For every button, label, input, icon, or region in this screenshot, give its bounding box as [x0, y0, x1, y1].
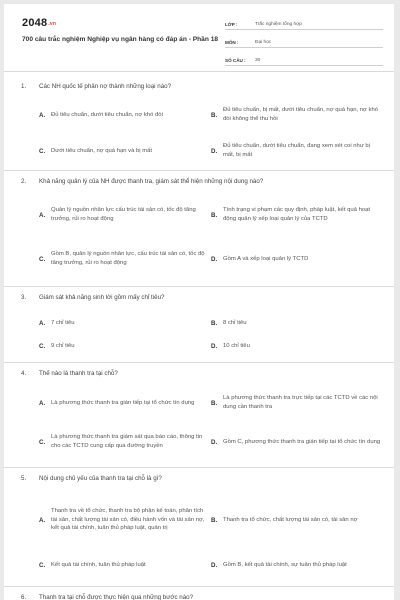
document-header [4, 4, 394, 72]
option-text: Thanh tra tổ chức, chất lượng tài sản có, tài sản nợ [223, 516, 358, 523]
option-text: Là phương thức thanh tra trực tiếp tại các TCTD về các nội dung cần thanh tra [223, 395, 378, 410]
question-number: 5. [21, 475, 27, 482]
question-4-option-c[interactable] [39, 424, 209, 460]
meta-row-count [225, 52, 383, 66]
question-5-option-b[interactable] [211, 494, 381, 546]
option-text: 10 chỉ tiêu [223, 342, 250, 349]
option-text: 8 chỉ tiêu [223, 319, 247, 326]
option-letter: B. [211, 516, 218, 524]
question-2-option-d[interactable] [211, 242, 381, 276]
option-text: Tình trạng vi phạm các quy định, pháp luật, kết quả hoạt động quản lý xếp loại quản lý của TCTD [223, 207, 371, 222]
question-3-option-a[interactable] [39, 316, 209, 330]
document-page [4, 4, 394, 600]
option-text: Thanh tra về tổ chức, thanh tra bộ phận kế toán, phân tích tài sản, chất lượng tài sản có, điều hành vốn và tài sản nợ, kết quả tài chính, tuân thủ pháp luật, quản trị [51, 508, 205, 532]
question-text: Khả năng quản lý của NH được thanh tra, giám sát thể hiện những nội dung nào? [39, 178, 264, 185]
option-letter: B. [211, 211, 218, 219]
option-letter: D. [211, 147, 218, 155]
option-text: Quản lý nguồn nhân lực cấu trúc tài sản có, tốc độ tăng trưởng, rủi ro hoạt động [51, 207, 196, 222]
option-text: Dưới tiêu chuẩn, nợ quá hạn và bị mất [51, 147, 153, 154]
option-letter: A. [39, 399, 46, 407]
option-letter: C. [39, 561, 46, 569]
question-1-option-c[interactable] [39, 138, 209, 164]
meta-row-subject [225, 34, 383, 48]
meta-value: 30 [255, 58, 261, 63]
question-divider [4, 362, 394, 363]
question-5-option-c[interactable] [39, 554, 209, 576]
question-text: Thanh tra tại chỗ được thực hiện qua những bước nào? [39, 594, 194, 600]
question-3-option-d[interactable] [211, 339, 381, 353]
option-letter: C. [39, 342, 46, 350]
question-4-option-b[interactable] [211, 388, 381, 418]
question-text: Các NH quốc tế phân nợ thành những loại nào? [39, 83, 172, 90]
option-text: Đủ tiêu chuẩn, bị mất, dưới tiêu chuẩn, nợ quá hạn, nợ khó đòi không thể thu hồi [223, 107, 379, 122]
question-5-option-d[interactable] [211, 554, 381, 576]
option-letter: A. [39, 516, 46, 524]
option-letter: B. [211, 399, 218, 407]
question-number: 4. [21, 370, 27, 377]
site-logo[interactable] [22, 17, 56, 29]
meta-label: SỐ CÂU : [225, 58, 246, 63]
option-letter: D. [211, 342, 218, 350]
question-6-heading [21, 594, 193, 600]
question-3-option-b[interactable] [211, 316, 381, 330]
meta-table [225, 16, 383, 70]
option-text: Gồm B, kết quả tài chính, sự tuân thủ pháp luật [223, 561, 347, 568]
question-text: Nội dung chủ yếu của thanh tra tại chỗ là gì? [39, 475, 162, 482]
option-text: Gồm B, quản lý nguồn nhân lực, cấu trúc tài sản có, tốc độ tăng trưởng, rủi ro hoạt động [51, 251, 205, 266]
question-2-option-c[interactable] [39, 242, 209, 276]
option-letter: D. [211, 438, 218, 446]
option-letter: C. [39, 438, 46, 446]
question-1-option-b[interactable] [211, 102, 381, 128]
question-1-option-d[interactable] [211, 138, 381, 164]
question-4-heading [21, 370, 118, 378]
question-2-heading [21, 178, 263, 186]
option-text: Đủ tiêu chuẩn, dưới tiêu chuẩn, nợ khó đòi [51, 111, 163, 118]
option-letter: B. [211, 111, 218, 119]
question-divider [4, 286, 394, 287]
logo-main-text: 2048 [22, 17, 48, 29]
question-1-option-a[interactable] [39, 102, 209, 128]
question-4-option-a[interactable] [39, 388, 209, 418]
question-2-option-a[interactable] [39, 198, 209, 232]
meta-label: MÔN : [225, 40, 239, 45]
meta-row-class [225, 16, 383, 30]
question-divider [4, 467, 394, 468]
question-number: 2. [21, 178, 27, 185]
question-5-option-a[interactable] [39, 494, 209, 546]
logo-suffix-text: .vn [48, 21, 57, 27]
option-letter: A. [39, 111, 46, 119]
question-number: 1. [21, 83, 27, 90]
question-3-heading [21, 294, 164, 302]
option-text: 7 chỉ tiêu [51, 319, 75, 326]
meta-value: Đại học [255, 40, 272, 45]
question-1-heading [21, 83, 171, 91]
option-text: 9 chỉ tiêu [51, 342, 75, 349]
question-divider [4, 586, 394, 587]
option-text: Là phương thức thanh tra giám sát qua báo cáo, thông tin cho các TCTD cung cấp qua đường truyền [51, 434, 203, 449]
question-3-option-c[interactable] [39, 339, 209, 353]
option-letter: A. [39, 319, 46, 327]
option-text: Gồm C, phương thức thanh tra gián tiếp tại tổ chức tín dụng [223, 438, 381, 445]
option-text: Gồm A và xếp loại quản lý TCTD [223, 255, 309, 262]
option-letter: D. [211, 561, 218, 569]
question-text: Giám sát khả năng sinh lời gồm mấy chỉ tiêu? [39, 294, 165, 301]
option-text: Kết quả tài chính, tuân thủ pháp luật [51, 561, 146, 568]
question-text: Thế nào là thanh tra tại chỗ? [39, 370, 118, 377]
option-text: Đủ tiêu chuẩn, dưới tiêu chuẩn, đang xem xét coi như bị mất, bị mất [223, 143, 370, 158]
option-letter: D. [211, 255, 218, 263]
question-4-option-d[interactable] [211, 424, 381, 460]
header-divider [4, 71, 394, 72]
document-title: 700 câu trắc nghiệm Nghiệp vụ ngân hàng có đáp án - Phần 18 [22, 36, 219, 43]
option-letter: A. [39, 211, 46, 219]
meta-label: LỚP : [225, 22, 238, 27]
question-number: 6. [21, 594, 27, 600]
option-text: Là phương thức thanh tra gián tiếp tại tổ chức tín dụng [51, 399, 195, 406]
option-letter: C. [39, 147, 46, 155]
option-letter: B. [211, 319, 218, 327]
option-letter: C. [39, 255, 46, 263]
meta-value: Trắc nghiệm tổng hợp [255, 22, 302, 27]
question-divider [4, 170, 394, 171]
question-2-option-b[interactable] [211, 198, 381, 232]
question-5-heading [21, 475, 162, 483]
question-number: 3. [21, 294, 27, 301]
